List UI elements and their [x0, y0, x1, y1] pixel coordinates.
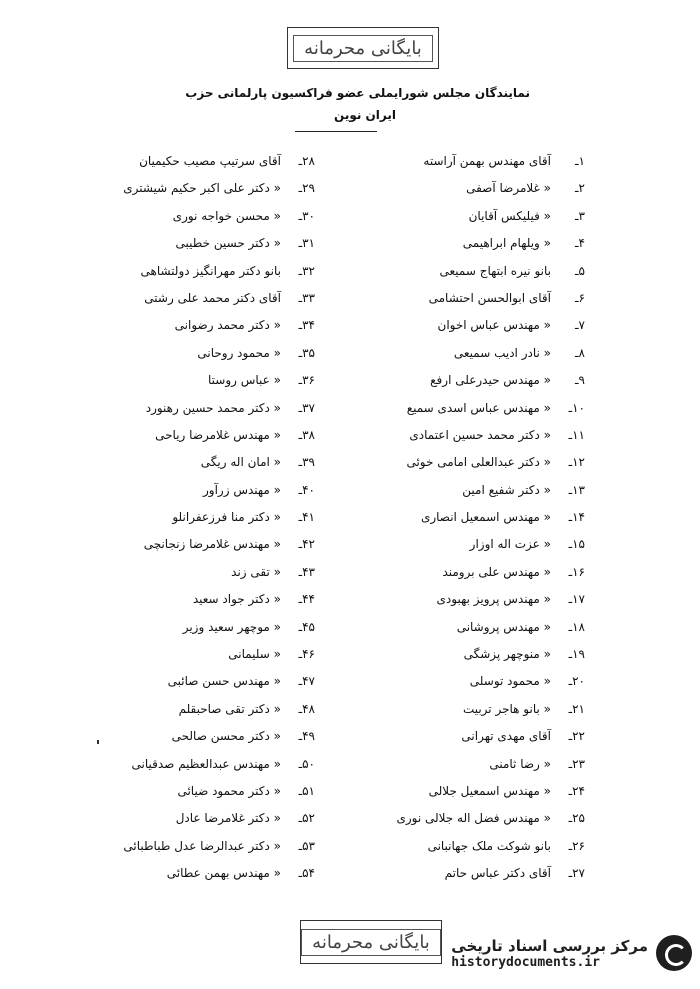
- member-name: « عزت اله اوزار: [469, 537, 551, 552]
- member-number: ۲۱ـ: [568, 701, 585, 716]
- member-name: « دکتر تقی صاحبقلم: [178, 701, 281, 716]
- stamp-text-bottom: بایگانی محرمانه: [301, 929, 441, 956]
- member-number: ۴۲ـ: [298, 537, 315, 552]
- member-name: « مهندس اسمعیل انصاری: [420, 510, 551, 525]
- member-number: ۳۳ـ: [298, 290, 315, 305]
- member-name: « مهندس بهمن عطائی: [166, 866, 281, 881]
- member-number: ۱۲ـ: [568, 455, 585, 470]
- member-number: ۲۴ـ: [568, 783, 585, 798]
- member-number: ۴۵ـ: [298, 619, 315, 634]
- member-number: ۹ـ: [575, 373, 585, 388]
- member-entry: [100, 504, 315, 531]
- member-number: ۳۶ـ: [298, 373, 315, 388]
- member-name: « امان اله ریگی: [200, 455, 281, 470]
- member-name: « مهندس عبدالعظیم صدقیانی: [131, 756, 281, 771]
- member-entry: [100, 312, 315, 339]
- member-entry: [100, 258, 315, 285]
- member-name: « مهندس عباس اخوان: [437, 318, 551, 333]
- member-name: « محمود توسلی: [469, 674, 551, 689]
- member-entry: [395, 449, 585, 476]
- member-entry: [100, 696, 315, 723]
- member-name: « مهندس حیدرعلی ارفع: [430, 373, 551, 388]
- member-name: بانو شوکت ملک جهانبانی: [427, 838, 551, 853]
- member-number: ۳۴ـ: [298, 318, 315, 333]
- member-name: « مهندس عباس اسدی سمیع: [406, 400, 551, 415]
- member-name: « موچهر سعید وزیر: [182, 619, 281, 634]
- document-subtitle: ایران نوین: [334, 108, 396, 122]
- member-number: ۷ـ: [575, 318, 585, 333]
- member-name: « دکتر علی اکبر حکیم شیشتری: [123, 181, 281, 196]
- member-name: « مهندس علی برومند: [442, 564, 551, 579]
- member-number: ۱۷ـ: [568, 592, 585, 607]
- member-name: « دکتر عبدالرضا عدل طباطبائی: [123, 838, 281, 853]
- member-name: آقای سرتیپ مصیب حکیمیان: [139, 154, 281, 168]
- member-number: ۱۹ـ: [568, 647, 585, 662]
- scan-speck: [97, 740, 99, 744]
- member-number: ۶ـ: [575, 290, 585, 305]
- member-entry: [395, 285, 585, 312]
- member-entry: [395, 148, 585, 175]
- archive-watermark: [442, 928, 692, 978]
- member-entry: [100, 778, 315, 805]
- member-entry: [100, 559, 315, 586]
- member-entry: [395, 395, 585, 422]
- member-entry: [100, 340, 315, 367]
- member-name: « مهندس حسن صائبی: [167, 674, 281, 689]
- member-entry: [395, 504, 585, 531]
- member-name: آقای مهندس بهمن آراسته: [423, 154, 551, 168]
- member-number: ۵ـ: [575, 263, 585, 278]
- watermark-org-name: مرکز بررسی اسناد تاریخی: [451, 936, 648, 955]
- member-entry: [100, 833, 315, 860]
- member-name: « مهندس پرویز بهبودی: [436, 592, 551, 607]
- member-entry: [395, 586, 585, 613]
- member-entry: [100, 422, 315, 449]
- member-number: ۲۳ـ: [568, 756, 585, 771]
- member-entry: [395, 668, 585, 695]
- member-name: « محمود روحانی: [197, 345, 281, 360]
- member-entry: [395, 175, 585, 202]
- member-entry: [395, 230, 585, 257]
- member-number: ۳۵ـ: [298, 345, 315, 360]
- member-name: « محسن خواجه نوری: [172, 208, 281, 223]
- member-name: « دکتر محمود ضیائی: [177, 783, 281, 798]
- member-entry: [100, 175, 315, 202]
- member-name: آقای مهدی تهرانی: [461, 729, 551, 744]
- member-name: « دکتر محمد رضوانی: [174, 318, 281, 333]
- member-entry: [100, 449, 315, 476]
- member-entry: [395, 833, 585, 860]
- member-number: ۲۲ـ: [568, 729, 585, 744]
- member-entry: [395, 477, 585, 504]
- member-name: آقای دکتر عباس حاتم: [444, 866, 551, 881]
- member-entry: [100, 641, 315, 668]
- member-name: بانو نیره ابتهاج سمیعی: [439, 263, 551, 278]
- member-entry: [100, 531, 315, 558]
- member-entry: [100, 805, 315, 832]
- member-number: ۸ـ: [575, 345, 585, 360]
- member-number: ۱۶ـ: [568, 564, 585, 579]
- member-name: « نادر ادیب سمیعی: [453, 345, 551, 360]
- member-entry: [395, 340, 585, 367]
- member-number: ۳۱ـ: [298, 236, 315, 251]
- title-underline: [295, 131, 377, 132]
- member-name: « دکتر محمد حسین رهنورد: [145, 400, 281, 415]
- member-name: « مهندس فضل اله جلالی نوری: [396, 811, 551, 826]
- member-list-left-column: [100, 148, 315, 888]
- member-name: « مهندس اسمعیل جلالی: [428, 783, 551, 798]
- member-number: ۳۰ـ: [298, 208, 315, 223]
- member-number: ۵۱ـ: [298, 783, 315, 798]
- member-entry: [100, 148, 315, 175]
- member-number: ۴۶ـ: [298, 647, 315, 662]
- member-number: ۵۴ـ: [298, 866, 315, 881]
- member-entry: [100, 751, 315, 778]
- member-entry: [100, 860, 315, 887]
- member-entry: [100, 586, 315, 613]
- member-number: ۲۷ـ: [568, 866, 585, 881]
- member-number: ۳۲ـ: [298, 263, 315, 278]
- member-number: ۲ـ: [575, 181, 585, 196]
- member-number: ۱۴ـ: [568, 510, 585, 525]
- member-name: « دکتر شفیع امین: [462, 482, 551, 497]
- member-entry: [395, 312, 585, 339]
- member-number: ۱۱ـ: [568, 427, 585, 442]
- member-entry: [100, 395, 315, 422]
- member-name: بانو دکتر مهرانگیز دولتشاهی: [140, 263, 281, 278]
- member-name: « عباس روستا: [208, 373, 281, 388]
- stamp-text-top: بایگانی محرمانه: [293, 35, 433, 62]
- member-entry: [395, 559, 585, 586]
- member-number: ۴۴ـ: [298, 592, 315, 607]
- classified-stamp-top: [287, 27, 439, 69]
- member-number: ۱۵ـ: [568, 537, 585, 552]
- watermark-url: historydocuments.ir: [451, 954, 600, 970]
- member-number: ۲۰ـ: [568, 674, 585, 689]
- member-entry: [395, 422, 585, 449]
- member-entry: [395, 367, 585, 394]
- member-entry: [100, 723, 315, 750]
- member-entry: [100, 285, 315, 312]
- member-name: « دکتر جواد سعید: [192, 592, 281, 607]
- member-number: ۵۰ـ: [298, 756, 315, 771]
- member-number: ۴۱ـ: [298, 510, 315, 525]
- member-name: « رضا ثامنی: [489, 756, 551, 771]
- member-entry: [395, 723, 585, 750]
- member-number: ۳۸ـ: [298, 427, 315, 442]
- member-number: ۴۰ـ: [298, 482, 315, 497]
- member-number: ۳۷ـ: [298, 400, 315, 415]
- member-name: « تقی زند: [231, 564, 281, 579]
- member-number: ۳۹ـ: [298, 455, 315, 470]
- member-entry: [100, 477, 315, 504]
- member-number: ۱ـ: [575, 154, 585, 168]
- member-entry: [395, 778, 585, 805]
- member-number: ۲۸ـ: [298, 154, 315, 168]
- member-number: ۴۹ـ: [298, 729, 315, 744]
- member-entry: [395, 531, 585, 558]
- member-number: ۲۵ـ: [568, 811, 585, 826]
- member-entry: [395, 614, 585, 641]
- member-entry: [395, 751, 585, 778]
- member-name: « فیلیکس آقایان: [468, 208, 551, 223]
- member-name: آقای دکتر محمد علی رشتی: [144, 290, 281, 305]
- member-name: « دکتر حسین خطیبی: [175, 236, 281, 251]
- member-number: ۴۳ـ: [298, 564, 315, 579]
- member-number: ۱۸ـ: [568, 619, 585, 634]
- member-entry: [395, 641, 585, 668]
- member-name: « دکتر غلامرضا عادل: [175, 811, 281, 826]
- member-number: ۵۳ـ: [298, 838, 315, 853]
- member-entry: [100, 668, 315, 695]
- member-number: ۴۸ـ: [298, 701, 315, 716]
- member-name: « بانو هاجر تربیت: [462, 701, 551, 716]
- member-number: ۴ـ: [575, 236, 585, 251]
- member-name: « مهندس غلامرضا ریاحی: [155, 427, 281, 442]
- member-entry: [100, 367, 315, 394]
- member-number: ۱۰ـ: [568, 400, 585, 415]
- member-entry: [395, 203, 585, 230]
- member-name: « مهندس پروشانی: [456, 619, 551, 634]
- member-entry: [100, 230, 315, 257]
- member-number: ۳ـ: [575, 208, 585, 223]
- member-number: ۵۲ـ: [298, 811, 315, 826]
- document-title: نمایندگان مجلس شورایملی عضو فراکسیون پارلمانی حزب: [185, 86, 530, 100]
- member-number: ۴۷ـ: [298, 674, 315, 689]
- member-entry: [395, 805, 585, 832]
- member-name: « دکتر عبدالعلی امامی خوئی: [406, 455, 551, 470]
- member-name: « مهندس زرآور: [202, 482, 281, 497]
- member-name: « دکتر محسن صالحی: [171, 729, 281, 744]
- member-name: آقای ابوالحسن احتشامی: [428, 290, 551, 305]
- member-name: « سلیمانی: [228, 647, 281, 662]
- member-entry: [395, 696, 585, 723]
- member-name: « مهندس غلامرضا زنجانچی: [143, 537, 281, 552]
- member-entry: [100, 614, 315, 641]
- member-number: ۲۹ـ: [298, 181, 315, 196]
- member-number: ۲۶ـ: [568, 838, 585, 853]
- member-name: « غلامرضا آصفی: [466, 181, 551, 196]
- classified-stamp-bottom: [300, 920, 442, 964]
- member-name: « دکتر منا فرزعفرانلو: [172, 510, 281, 525]
- member-name: « منوچهر پزشگی: [463, 647, 551, 662]
- member-name: « دکتر محمد حسین اعتمادی: [409, 427, 551, 442]
- member-number: ۱۳ـ: [568, 482, 585, 497]
- member-entry: [395, 258, 585, 285]
- member-list-right-column: [395, 148, 585, 888]
- member-entry: [395, 860, 585, 887]
- member-entry: [100, 203, 315, 230]
- archive-logo-icon: [656, 935, 692, 971]
- member-name: « ویلهام ابراهیمی: [462, 236, 551, 251]
